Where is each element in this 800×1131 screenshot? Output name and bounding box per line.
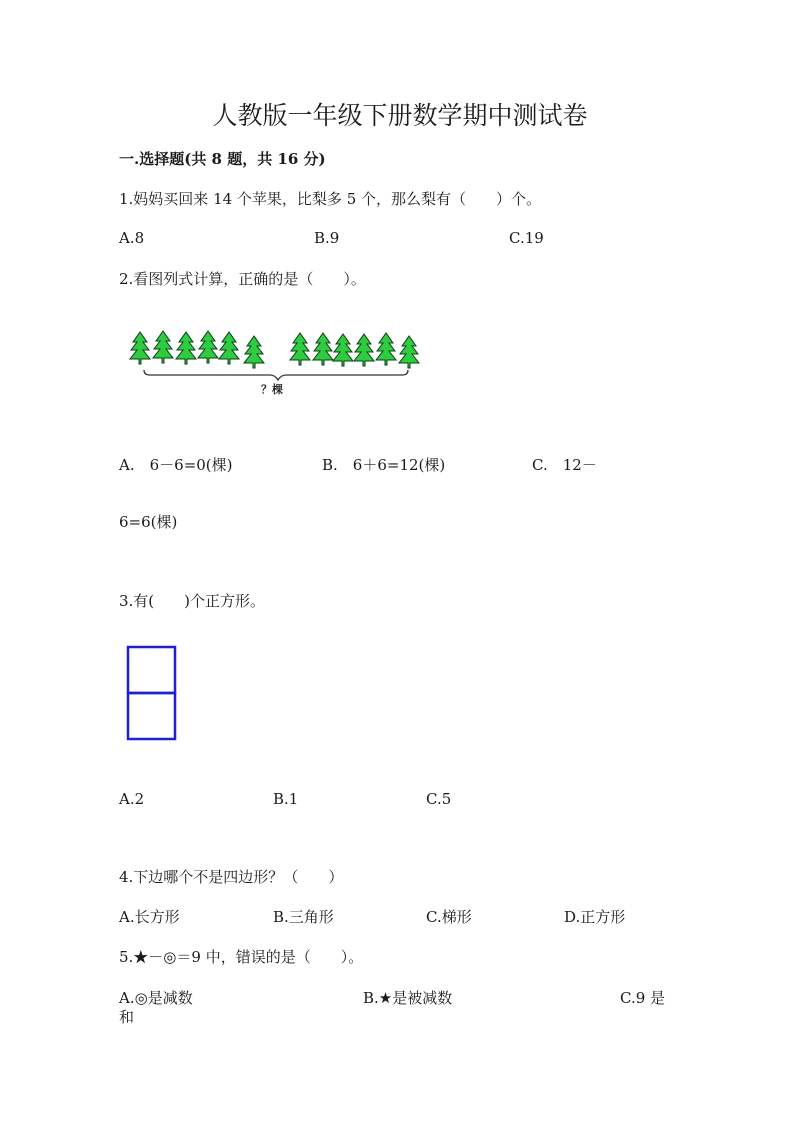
- question-4: 4.下边哪个不是四边形？（ ）: [119, 868, 344, 886]
- tree-icon: [198, 331, 218, 363]
- q1-option-a: A.8: [119, 229, 145, 247]
- tree-icon: [333, 334, 353, 366]
- q3-option-a: A.2: [119, 790, 145, 808]
- q5-option-c-continued: 和: [119, 1008, 135, 1026]
- tree-group-left: [130, 331, 264, 368]
- page-title: 人教版一年级下册数学期中测试卷: [212, 101, 588, 130]
- question-2: 2.看图列式计算，正确的是（ ）。: [119, 270, 366, 288]
- q1-option-c: C.19: [509, 229, 544, 247]
- tree-group-right: [290, 333, 419, 368]
- tree-icon: [354, 334, 374, 366]
- tree-icon: [219, 332, 239, 364]
- trees-figure: [128, 326, 428, 406]
- tree-icon: [153, 331, 173, 363]
- q3-option-c: C.5: [426, 790, 452, 808]
- tree-icon: [290, 333, 310, 365]
- q3-option-b: B.1: [273, 790, 299, 808]
- square-top: [128, 647, 175, 693]
- q2-option-c: C. 12－: [532, 456, 597, 474]
- q5-option-a: A.◎是减数: [119, 989, 193, 1007]
- q2-option-b: B. 6＋6=12(棵): [322, 456, 446, 474]
- q5-option-b: B.★是被减数: [363, 989, 453, 1007]
- q2-option-a: A. 6－6=0(棵): [119, 456, 233, 474]
- tree-icon: [313, 333, 333, 365]
- tree-icon: [130, 332, 150, 364]
- tree-icon: [399, 336, 419, 368]
- question-3: 3.有( )个正方形。: [119, 592, 266, 610]
- question-5: 5.★－◎＝9 中，错误的是（ ）。: [119, 948, 364, 966]
- question-1: 1.妈妈买回来 14 个苹果，比梨多 5 个，那么梨有（ ）个。: [119, 190, 542, 208]
- q2-option-c-continued: 6=6(棵): [119, 513, 178, 531]
- squares-figure: [126, 645, 178, 743]
- q1-option-b: B.9: [314, 229, 340, 247]
- brace: [144, 370, 408, 380]
- q4-option-b: B.三角形: [273, 908, 334, 926]
- tree-icon: [376, 333, 396, 365]
- q5-option-c: C.9 是: [620, 989, 666, 1007]
- q4-option-d: D.正方形: [564, 908, 626, 926]
- q4-option-a: A.长方形: [119, 908, 180, 926]
- brace-label: ？棵: [261, 383, 283, 396]
- q4-option-c: C.梯形: [426, 908, 472, 926]
- square-bottom: [128, 693, 175, 739]
- tree-icon: [244, 336, 264, 368]
- tree-icon: [176, 332, 196, 364]
- section-heading: 一.选择题(共 8 题，共 16 分): [119, 150, 326, 168]
